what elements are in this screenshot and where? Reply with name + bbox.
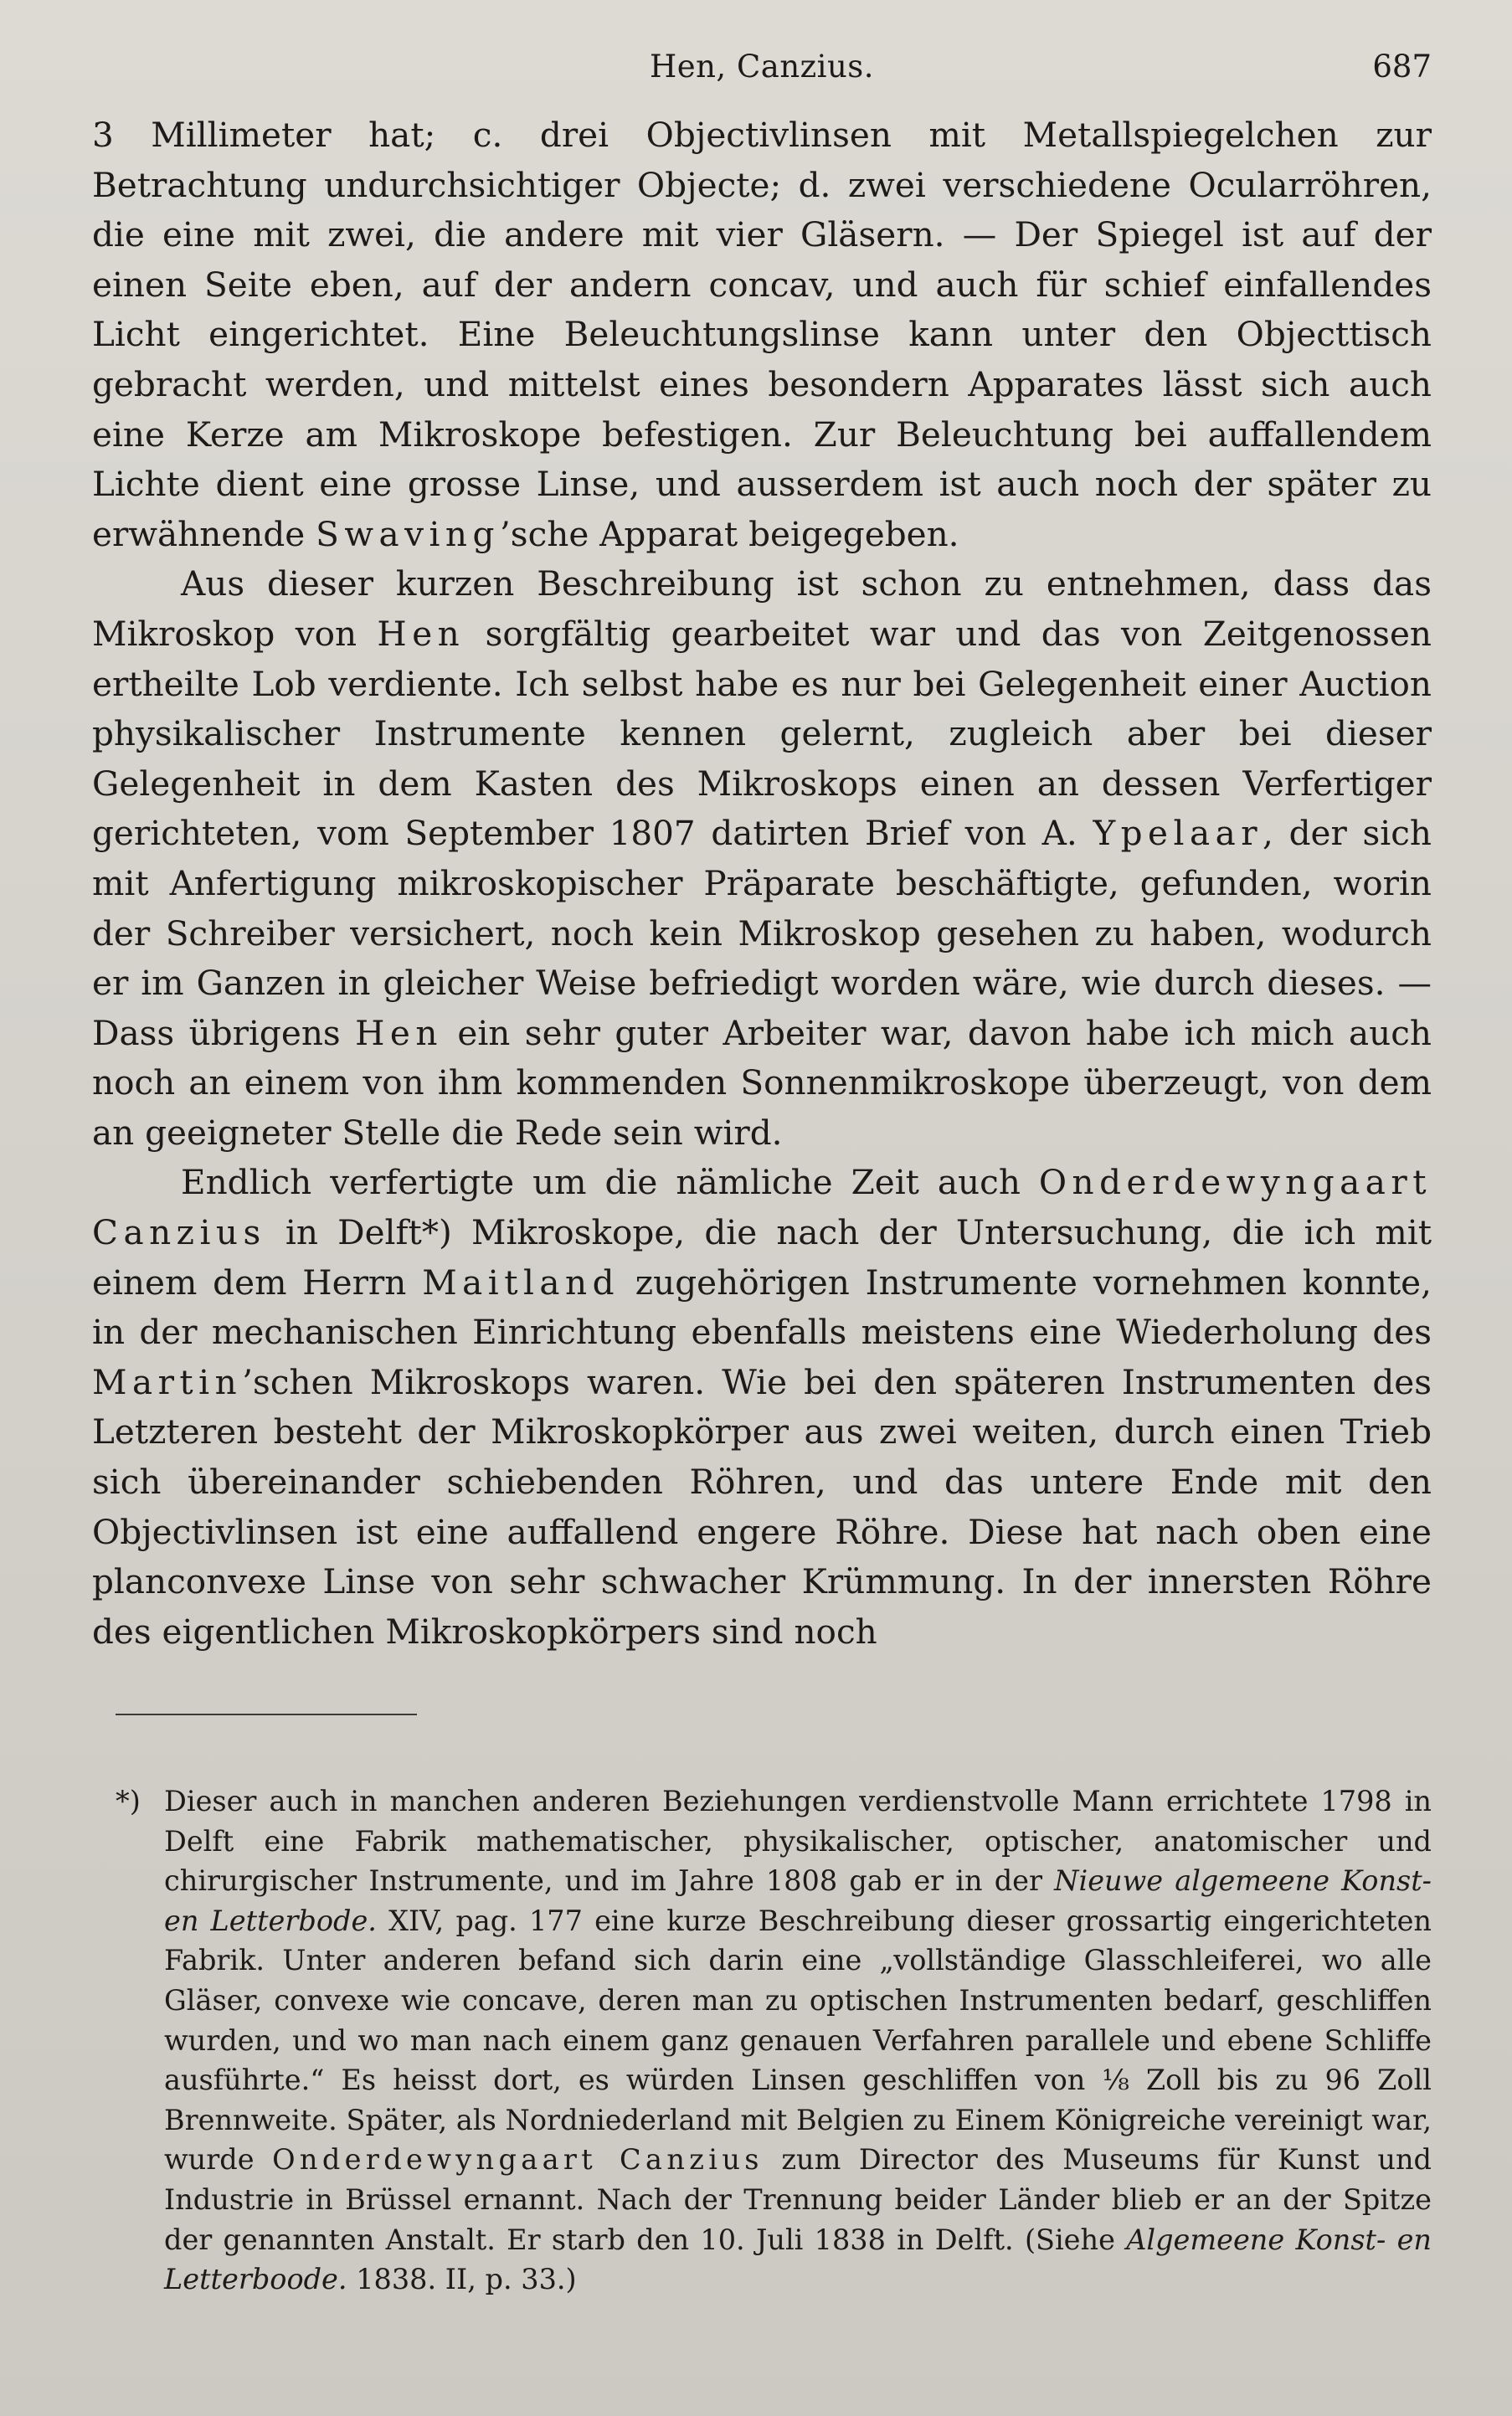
footnote-text-1: Dieser auch in manchen anderen Beziehungen verdienstvolle Mann errichtete 1798 in Delft eine Fabrik mathematischer, physikalischer, optischer, anatomischer und chirurgischer Instrumente, und im Jahre 1808 gab er in der	[164, 1785, 1432, 1898]
spaced-name-swaving: Swaving	[316, 513, 500, 554]
footnote-text-4: 1838. II, p. 33.)	[347, 2263, 577, 2296]
spaced-name-canzius: Onderdewyngaart Canzius	[92, 1162, 1432, 1253]
footnote	[92, 1781, 1432, 2300]
paragraph-2-text-2: sorgfältig gearbeitet war und das von Zeitgenossen ertheilte Lob verdiente. Ich selbst habe es nur bei Gelegenheit einer Auction physikalischer Instrumente kennen gelernt, zugleich aber bei dieser Gelegenheit in dem Kasten des Mikroskops einen an dessen Verfertiger gerichteten, vom September 1807 datirten Brief von A.	[92, 613, 1432, 854]
footnote-divider	[116, 1714, 417, 1715]
paragraph-1	[92, 111, 1432, 559]
paragraph-2	[92, 559, 1432, 1158]
paragraph-3-text-3: zugehörigen Instrumente vornehmen konnte, in der mechanischen Einrichtung ebenfalls meistens eine Wiederholung des	[92, 1262, 1432, 1353]
spaced-name-ypelaar: Ypelaar	[1093, 813, 1263, 854]
paragraph-1-text: 3 Millimeter hat; c. drei Objectivlinsen mit Metallspiegelchen zur Betrachtung undurchsichtiger Objecte; d. zwei verschiedene Ocularröhren, die eine mit zwei, die andere mit vier Gläsern. — Der Spiegel ist auf der einen Seite eben, auf der andern concav, und auch für schief einfallendes Licht eingerichtet. Eine Beleuchtungslinse kann unter den Objecttisch gebracht werden, und mittelst eines besondern Apparates lässt sich auch eine Kerze am Mikroskope befestigen. Zur Beleuchtung bei auffallendem Lichte dient eine grosse Linse, und ausserdem ist auch noch der später zu erwähnende	[92, 115, 1432, 554]
spaced-name-maitland: Maitland	[422, 1262, 620, 1303]
spaced-name-hen: Hen	[377, 613, 465, 654]
spaced-name-hen-2: Hen	[355, 1012, 443, 1053]
paragraph-2-text-3: , der sich mit Anfertigung mikroskopischer Präparate beschäftigte, gefunden, worin der Schreiber versichert, noch kein Mikroskop gesehen zu haben, wodurch er im Ganzen in gleicher Weise befriedigt worden wäre, wie durch dieses. — Dass übrigens	[92, 813, 1432, 1053]
footnote-citation-2: Algemeene Konst- en Letterboode.	[164, 2223, 1432, 2296]
footnote-marker: *)	[116, 1785, 141, 1817]
spaced-name-martin: Martin	[92, 1361, 243, 1402]
footnote-body	[164, 1781, 1432, 2300]
footnote-text-2: XIV, pag. 177 eine kurze Beschreibung dieser grossartig eingerichteten Fabrik. Unter anderen befand sich darin eine „vollständige Glasschleiferei, wo alle Gläser, convexe wie concave, deren man zu optischen Instrumenten bedarf, geschliffen wurden, und wo man nach einem ganz genauen Verfahren parallele und ebene Schliffe ausführte.“ Es heisst dort, es würden Linsen geschliffen von ⅛ Zoll bis zu 96 Zoll Brennweite. Später, als Nordniederland mit Belgien zu Einem Königreiche vereinigt war, wurde	[164, 1904, 1432, 2177]
paragraph-3-text-2: in Delft*) Mikroskope, die nach der Untersuchung, die ich mit einem dem Herrn	[92, 1212, 1432, 1303]
paragraph-3-text-4: ’schen Mikroskops waren. Wie bei den späteren Instrumenten des Letzteren besteht der Mikroskopkörper aus zwei weiten, durch einen Trieb sich übereinander schiebenden Röhren, und das untere Ende mit den Objectivlinsen ist eine auffallend engere Röhre. Diese hat nach oben eine planconvexe Linse von sehr schwacher Krümmung. In der innersten Röhre des eigentlichen Mikroskopkörpers sind noch	[92, 1361, 1432, 1652]
footnote-citation-1: Nieuwe algemeene Konst- en Letterbode.	[164, 1864, 1432, 1937]
paragraph-2-text-1: Aus dieser kurzen Beschreibung ist schon zu entnehmen, dass das Mikroskop von	[92, 563, 1432, 654]
main-text	[92, 111, 1432, 1657]
page-header	[92, 49, 1432, 99]
footnote-text-3: zum Director des Museums für Kunst und Industrie in Brüssel ernannt. Nach der Trennung beider Länder blieb er an der Spitze der genannten Anstalt. Er starb den 10. Juli 1838 in Delft. (Siehe	[164, 2143, 1432, 2256]
paragraph-3-text-1: Endlich verfertigte um die nämliche Zeit auch	[181, 1162, 1039, 1203]
page-number: 687	[1372, 49, 1432, 85]
footnote-spaced-name: Onderdewyngaart Canzius	[272, 2143, 764, 2177]
paragraph-1-text-end: ’sche Apparat beigegeben.	[499, 513, 959, 554]
paragraph-2-text-4: ein sehr guter Arbeiter war, davon habe ich mich auch noch an einem von ihm kommenden Sonnenmikroskope überzeugt, von dem an geeigneter Stelle die Rede sein wird.	[92, 1012, 1432, 1153]
paragraph-3	[92, 1158, 1432, 1657]
running-head: Hen, Canzius.	[649, 49, 875, 85]
